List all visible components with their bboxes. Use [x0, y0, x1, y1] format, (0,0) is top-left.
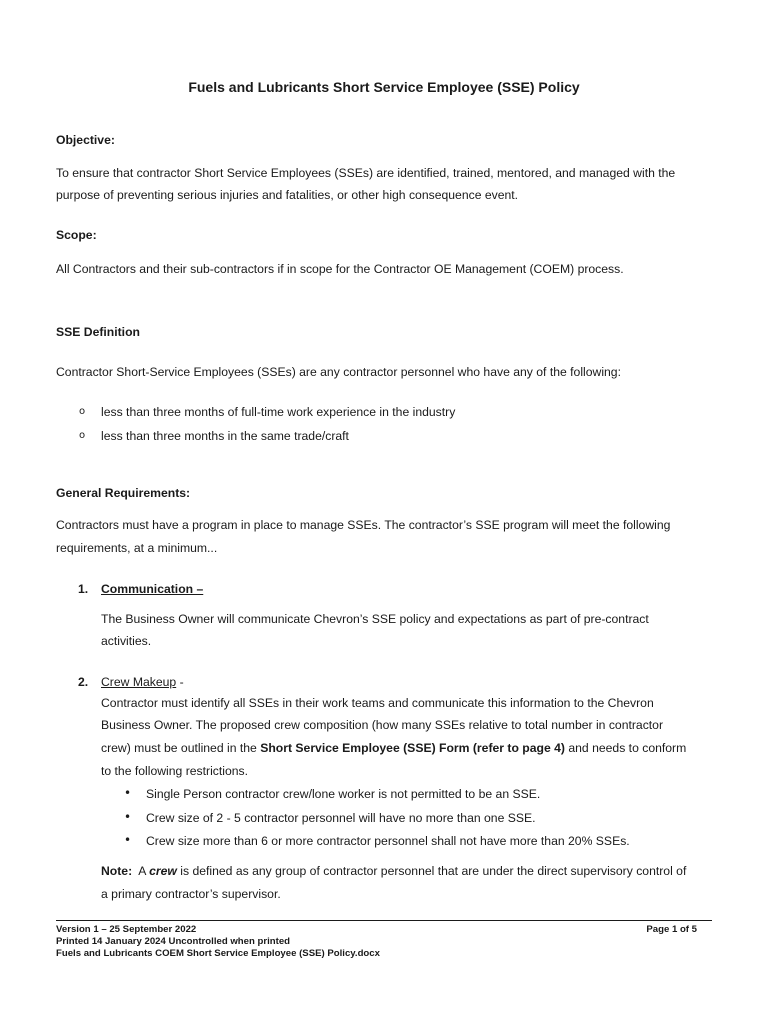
sse-form-reference: Short Service Employee (SSE) Form (refer to page 4) [260, 741, 565, 755]
definition-item: less than three months in the same trade/craft [101, 429, 349, 443]
communication-text-line-1: The Business Owner will communicate Chevron’s SSE policy and expectations as part of pre-contract [101, 612, 649, 626]
dot-bullet-icon: • [124, 810, 132, 824]
scope-heading: Scope: [56, 228, 97, 242]
general-text-line-1: Contractors must have a program in place to manage SSEs. The contractor’s SSE program will meet the following [56, 518, 671, 532]
crew-makeup-title: Crew Makeup [101, 675, 177, 689]
footer-version: Version 1 – 25 September 2022 [56, 924, 197, 935]
crew-term: crew [149, 864, 177, 878]
crew-text-line-4: to the following restrictions. [101, 764, 248, 778]
item-number-1: 1. [78, 582, 89, 596]
sse-definition-intro: Contractor Short-Service Employees (SSEs) are any contractor personnel who have any of the following: [56, 365, 621, 379]
footer-printed: Printed 14 January 2024 Uncontrolled when printed [56, 936, 291, 947]
objective-heading: Objective: [56, 133, 115, 147]
document-title: Fuels and Lubricants Short Service Employee (SSE) Policy [188, 79, 580, 95]
note-text-span: is defined as any group of contractor personnel that are under the direct supervisory control of [176, 864, 687, 878]
crew-rule: Crew size of 2 - 5 contractor personnel will have no more than one SSE. [146, 811, 536, 825]
definition-item: less than three months of full-time work experience in the industry [101, 405, 456, 419]
crew-makeup-dash: - [176, 675, 184, 689]
crew-rule: Single Person contractor crew/lone worker is not permitted to be an SSE. [146, 787, 541, 801]
sse-definition-heading: SSE Definition [56, 325, 140, 339]
objective-text-line-2: purpose of preventing serious injuries and fatalities, or other high consequence event. [56, 188, 519, 202]
dot-bullet-icon: • [124, 833, 132, 847]
crew-text-span: and needs to conform [564, 741, 687, 755]
crew-text-span: crew) must be outlined in the [101, 741, 261, 755]
objective-text-line-1: To ensure that contractor Short Service Employees (SSEs) are identified, trained, mentored, and managed with the [56, 166, 676, 180]
dot-bullet-icon: • [124, 786, 132, 800]
item-number-2: 2. [78, 675, 89, 689]
footer-divider [56, 920, 712, 921]
crew-note-line-1 [101, 864, 686, 878]
general-requirements-heading: General Requirements: [56, 486, 191, 500]
crew-text-line-2: Business Owner. The proposed crew composition (how many SSEs relative to total number in contractor [101, 718, 664, 732]
scope-text: All Contractors and their sub-contractors if in scope for the Contractor OE Management (COEM) process. [56, 262, 624, 276]
note-text-span: A [132, 864, 150, 878]
circle-bullet-icon: o [79, 406, 86, 417]
general-text-line-2: requirements, at a minimum... [56, 541, 218, 555]
crew-text-line-3 [101, 741, 686, 755]
communication-text-line-2: activities. [101, 634, 152, 648]
footer-filename: Fuels and Lubricants COEM Short Service Employee (SSE) Policy.docx [56, 948, 380, 959]
crew-rule: Crew size more than 6 or more contractor personnel shall not have more than 20% SSEs. [146, 834, 630, 848]
communication-title: Communication – [101, 582, 204, 596]
crew-makeup-heading [101, 675, 184, 689]
crew-note-line-2: a primary contractor’s supervisor. [101, 887, 281, 901]
circle-bullet-icon: o [79, 430, 86, 441]
footer-page-number: Page 1 of 5 [646, 924, 697, 935]
note-label: Note: [101, 864, 133, 878]
crew-text-line-1: Contractor must identify all SSEs in their work teams and communicate this information to the Chevron [101, 696, 654, 710]
